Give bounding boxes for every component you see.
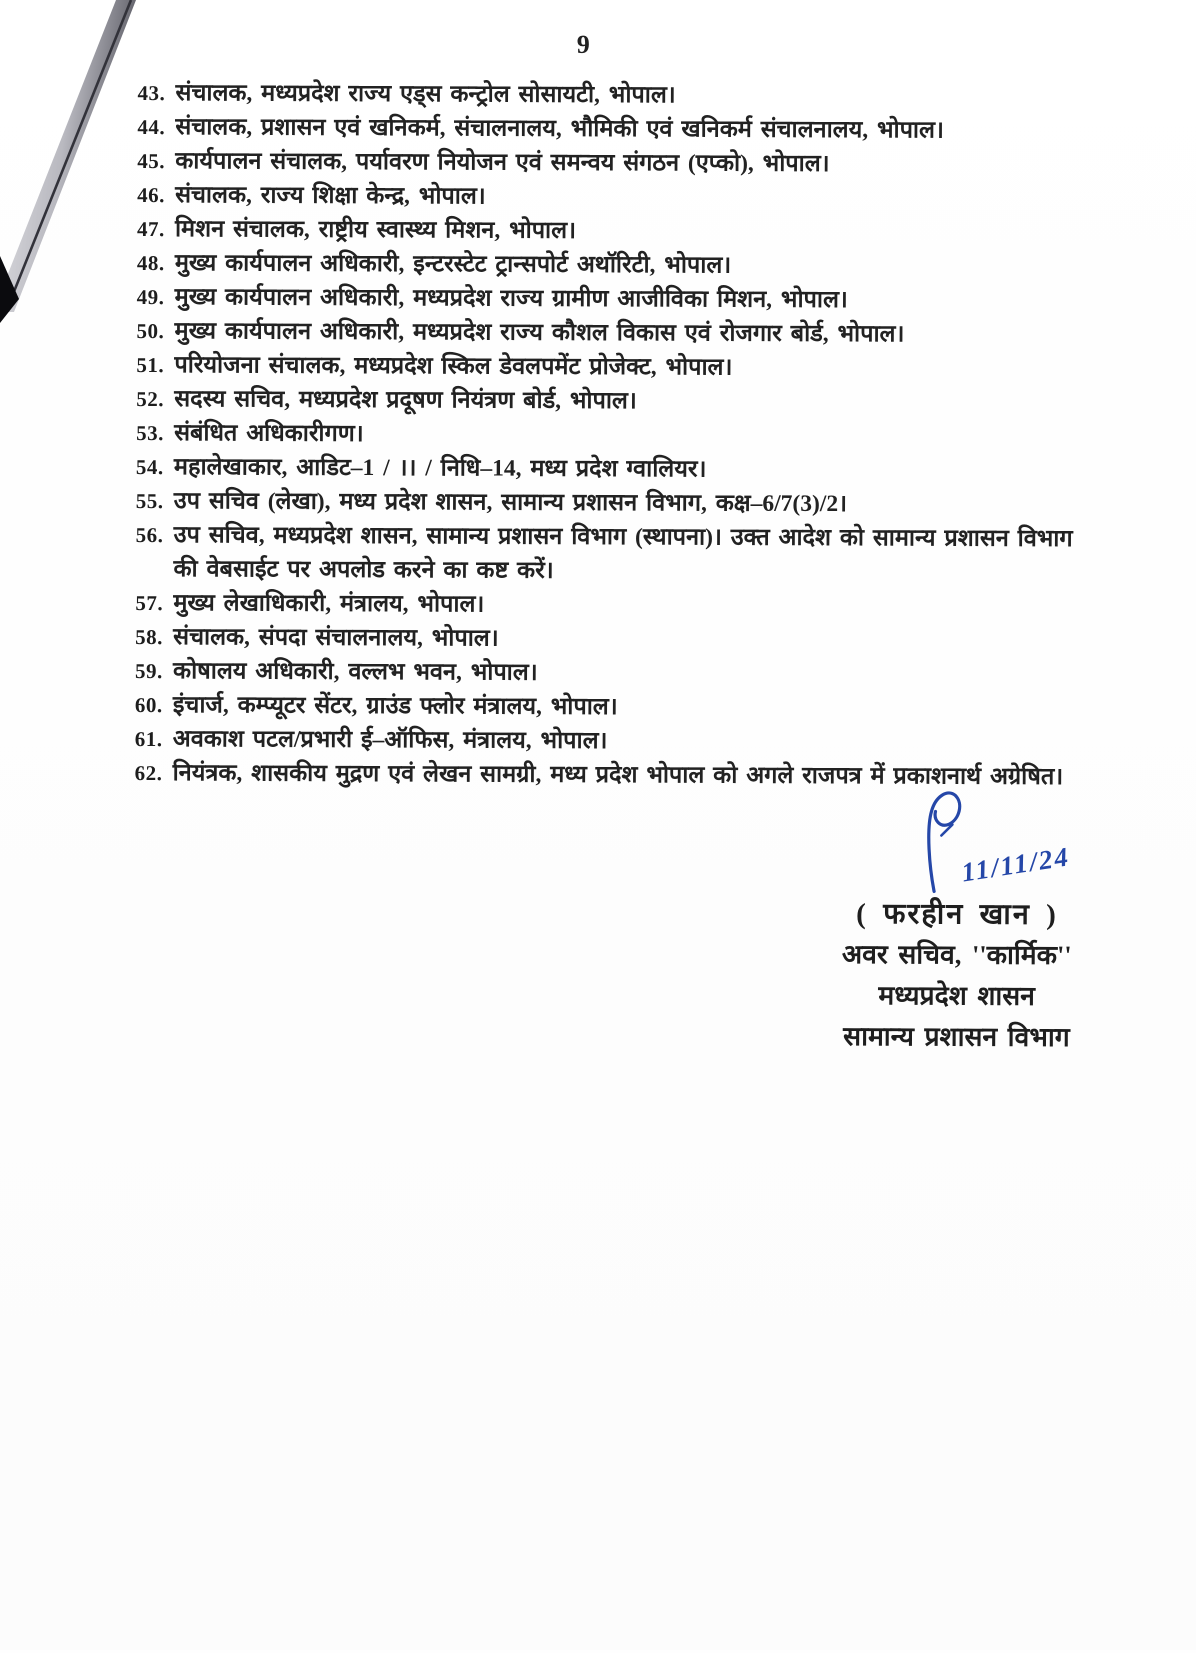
signature-date: 11/11/24	[959, 841, 1072, 888]
list-item	[135, 654, 1083, 692]
item-text: मुख्य कार्यपालन अधिकारी, मध्यप्रदेश राज्य ग्रामीण आजीविका मिशन, भोपाल।	[174, 284, 848, 314]
item-number: 59.	[135, 658, 163, 684]
list-item	[137, 212, 1085, 250]
item-text: संचालक, प्रशासन एवं खनिकर्म, संचालनालय, भौमिकी एवं खनिकर्म संचालनालय, भोपाल।	[175, 114, 944, 144]
item-text: उप सचिव, मध्यप्रदेश शासन, सामान्य प्रशासन विभाग (स्थापना)। उक्त आदेश को सामान्य प्रशासन विभाग की वेबसाईट पर अपलोड करने का कष्ट करें।	[173, 522, 1073, 584]
item-text: सदस्य सचिव, मध्यप्रदेश प्रदूषण नियंत्रण बोर्ड, भोपाल।	[174, 386, 637, 415]
item-text: मिशन संचालक, राष्ट्रीय स्वास्थ्य मिशन, भोपाल।	[174, 216, 577, 244]
signature-scribble	[901, 771, 1092, 907]
item-text: संचालक, राज्य शिक्षा केन्द्र, भोपाल।	[175, 182, 486, 210]
list-item	[135, 518, 1083, 590]
item-number: 46.	[137, 182, 165, 208]
item-number: 58.	[135, 624, 164, 650]
item-number: 45.	[137, 148, 166, 174]
distribution-list	[135, 76, 1086, 794]
item-text: उप सचिव (लेखा), मध्य प्रदेश शासन, सामान्य प्रशासन विभाग, कक्ष–6/7(3)/2।	[173, 488, 848, 518]
item-text: मुख्य लेखाधिकारी, मंत्रालय, भोपाल।	[173, 590, 485, 618]
item-text: मुख्य कार्यपालन अधिकारी, इन्टरस्टेट ट्रान्सपोर्ट अथॉरिटी, भोपाल।	[174, 250, 732, 279]
item-text: परियोजना संचालक, मध्यप्रदेश स्किल डेवलपमेंट प्रोजेक्ट, भोपाल।	[174, 352, 733, 381]
item-number: 60.	[134, 692, 163, 718]
list-item	[136, 348, 1084, 386]
signature-loop-stroke	[929, 793, 960, 892]
list-item	[137, 110, 1085, 148]
list-item	[136, 314, 1084, 352]
list-item	[135, 688, 1083, 726]
item-text: नियंत्रक, शासकीय मुद्रण एवं लेखन सामग्री, मध्य प्रदेश भोपाल को अगले राजपत्र में प्रकाशनार्थ अग्रेषित।	[172, 760, 1064, 791]
signatory-government: मध्यप्रदेश शासन	[878, 980, 1035, 1011]
item-number: 49.	[136, 284, 165, 310]
list-item	[137, 144, 1085, 182]
item-number: 55.	[135, 488, 164, 514]
list-item	[137, 178, 1085, 216]
item-number: 48.	[136, 250, 165, 276]
item-text: संचालक, संपदा संचालनालय, भोपाल।	[173, 624, 499, 652]
item-number: 44.	[137, 114, 166, 140]
item-text: संबंधित अधिकारीगण।	[174, 420, 364, 447]
list-item	[136, 450, 1084, 488]
item-number: 56.	[135, 522, 164, 548]
item-text: संचालक, मध्यप्रदेश राज्य एड्स कन्ट्रोल सोसायटी, भोपाल।	[175, 80, 676, 109]
item-text: कार्यपालन संचालक, पर्यावरण नियोजन एवं समन्वय संगठन (एप्को), भोपाल।	[175, 148, 830, 178]
item-number: 57.	[135, 590, 164, 616]
item-number: 50.	[136, 318, 165, 344]
item-number: 52.	[136, 386, 165, 412]
item-text: इंचार्ज, कम्प्यूटर सेंटर, ग्राउंड फ्लोर मंत्रालय, भोपाल।	[172, 692, 618, 721]
item-text: मुख्य कार्यपालन अधिकारी, मध्यप्रदेश राज्य कौशल विकास एवं रोजगार बोर्ड, भोपाल।	[174, 318, 905, 348]
signatory-designation: अवर सचिव, ''कार्मिक''	[841, 939, 1072, 971]
item-number: 62.	[134, 760, 163, 786]
item-number: 54.	[135, 454, 164, 480]
list-item	[136, 484, 1084, 522]
item-number: 51.	[136, 352, 165, 378]
item-text: कोषालय अधिकारी, वल्लभ भवन, भोपाल।	[173, 658, 538, 686]
list-item	[135, 620, 1083, 658]
list-item	[137, 280, 1085, 318]
list-item	[137, 246, 1085, 284]
item-number: 61.	[134, 726, 163, 752]
item-text: अवकाश पटल/प्रभारी ई–ऑफिस, मंत्रालय, भोपाल।	[172, 726, 608, 755]
signatory-name: ( फरहीन खान )	[856, 898, 1058, 932]
list-item	[136, 416, 1084, 454]
signature-block	[796, 894, 1117, 1058]
list-item	[135, 722, 1083, 760]
list-item	[135, 586, 1083, 624]
item-number: 47.	[136, 216, 165, 242]
signatory-department: सामान्य प्रशासन विभाग	[843, 1021, 1070, 1053]
list-item	[136, 382, 1084, 420]
item-number: 43.	[137, 80, 166, 106]
item-text: महालेखाकार, आडिट–1 / ।। / निधि–14, मध्य प्रदेश ग्वालियर।	[173, 454, 707, 483]
list-item	[138, 76, 1086, 114]
item-number: 53.	[136, 420, 164, 446]
page-number: 9	[576, 29, 591, 59]
